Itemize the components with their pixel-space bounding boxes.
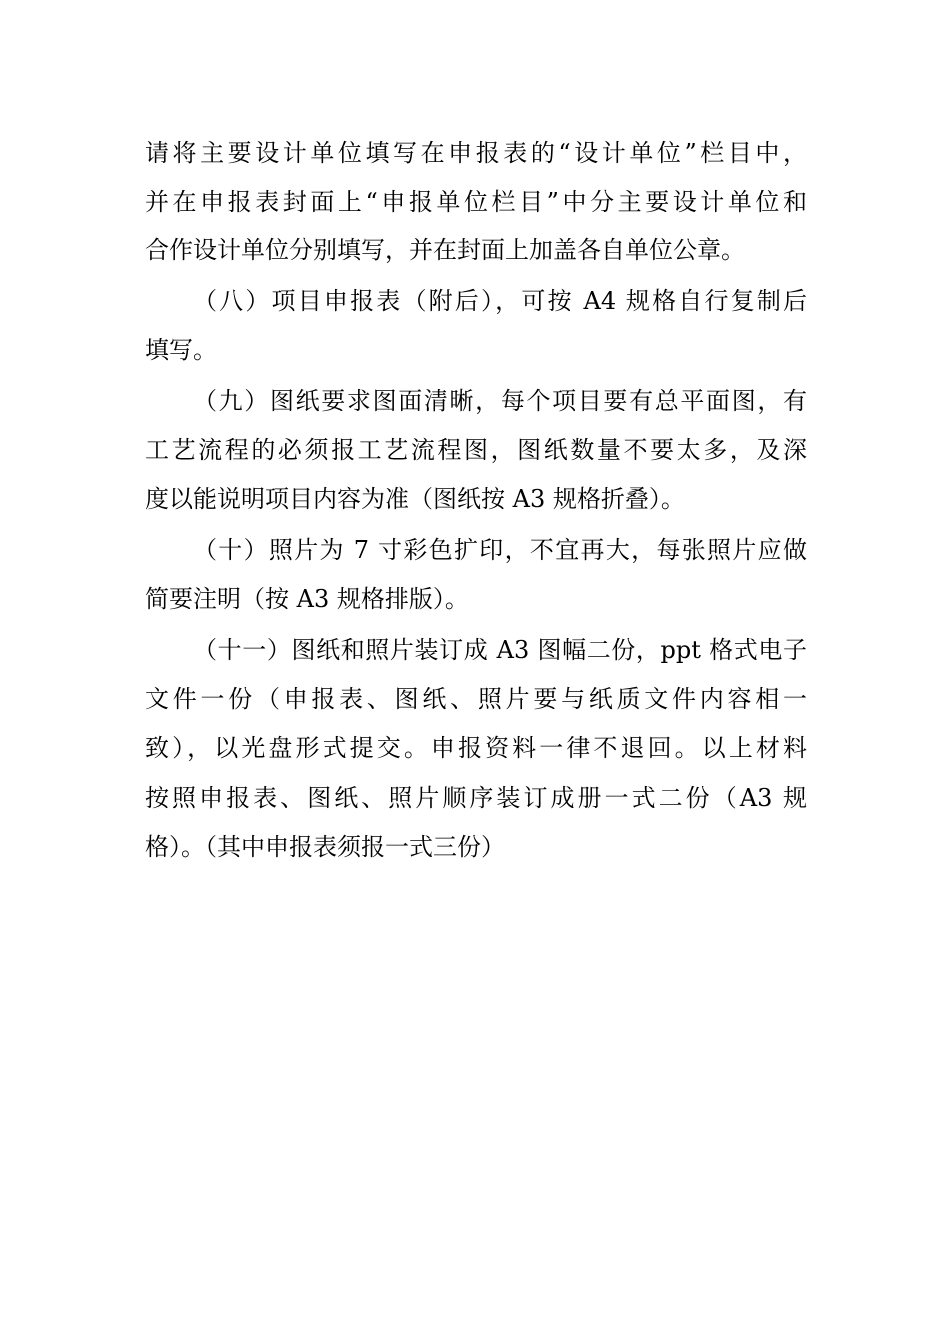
- text-line: 格）。（其中申报表须报一式三份）: [145, 833, 505, 861]
- text-line: 合作设计单位分别填写，并在封面上加盖各自单位公章。: [145, 236, 745, 264]
- text-line: 填写。: [145, 336, 217, 364]
- text-line: 致），以光盘形式提交。申报资料一律不退回。以上材料: [145, 734, 807, 762]
- text-line: 并在申报表封面上“申报单位栏目”中分主要设计单位和: [145, 188, 807, 216]
- text-line: 按照申报表、图纸、照片顺序装订成册一式二份（A3 规: [145, 784, 807, 812]
- text-line: 工艺流程的必须报工艺流程图，图纸数量不要太多，及深: [145, 436, 807, 464]
- paragraph-9-line: （九）图纸要求图面清晰，每个项目要有总平面图，有: [193, 387, 807, 415]
- paragraph-11-line: （十一）图纸和照片装订成 A3 图幅二份，ppt 格式电子: [193, 636, 807, 664]
- paragraph-10-line: （十）照片为 7 寸彩色扩印，不宜再大，每张照片应做: [193, 536, 807, 564]
- paragraph-8-line: （八）项目申报表（附后），可按 A4 规格自行复制后: [193, 287, 807, 315]
- text-line: 请将主要设计单位填写在申报表的“设计单位”栏目中，: [145, 139, 807, 167]
- text-line: 度以能说明项目内容为准（图纸按 A3 规格折叠）。: [145, 485, 685, 513]
- text-line: 简要注明（按 A3 规格排版）。: [145, 585, 469, 613]
- text-line: 文件一份（申报表、图纸、照片要与纸质文件内容相一: [145, 685, 807, 713]
